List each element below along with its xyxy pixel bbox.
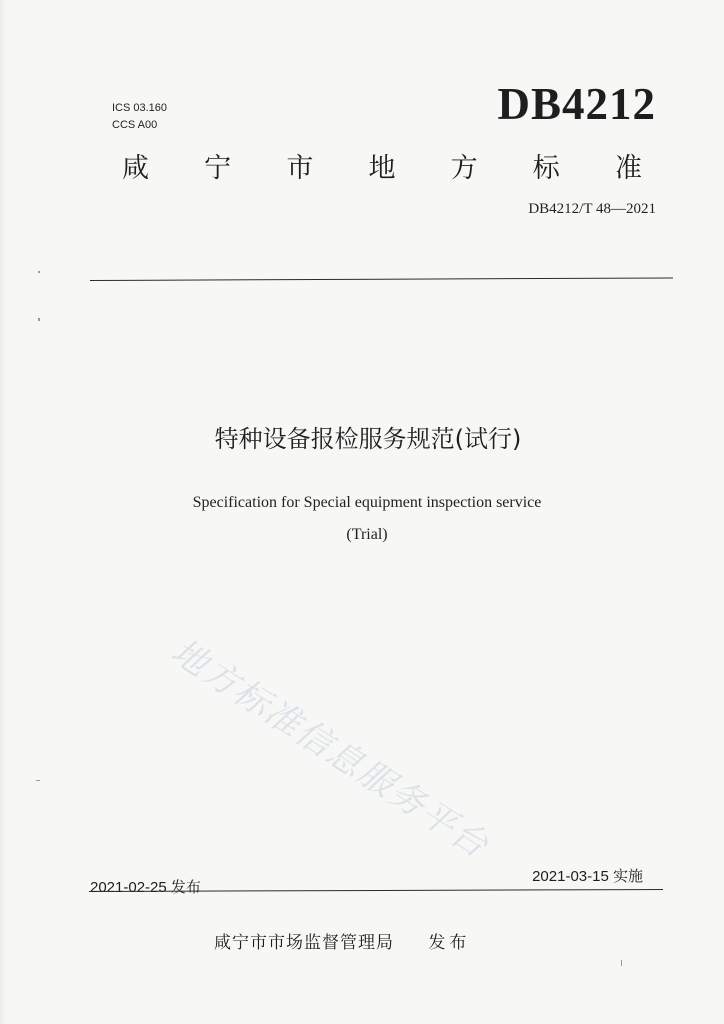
publisher-line [214,928,470,953]
standard-type-char: 咸 [122,153,149,184]
publisher-name: 咸宁市市场监督管理局 [214,933,394,953]
ics-code: ICS 03.160 [112,102,168,114]
standard-type-char: 准 [614,153,642,184]
standard-number: DB4212/T 48—2021 [528,201,656,217]
standard-type-heading [122,146,642,185]
document-title-note: (Trial) [346,526,388,543]
standard-type-char: 宁 [204,153,232,184]
standard-type-char: 地 [368,153,396,184]
scan-speck [38,271,40,273]
scan-speck [36,780,40,781]
document-title-english: Specification for Special equipment inspection service [192,494,542,511]
header-divider [90,277,673,281]
document-title-chinese: 特种设备报检服务规范(试行) [214,425,522,453]
standard-type-char: 标 [532,153,560,184]
standard-code: DB4212 [497,79,656,129]
scan-speck [38,318,40,321]
watermark: 地方标准信息服务平台 [163,631,496,867]
classification-codes [112,100,167,134]
standard-type-char: 市 [286,153,314,184]
ccs-code: CCS A00 [112,119,158,131]
implementation-date: 2021-03-15 实施 [532,868,643,885]
issue-date: 2021-02-25 发布 [90,879,201,896]
scan-edge-shadow [0,0,6,1024]
publisher-issue-label: 发布 [428,933,471,953]
standard-type-char: 方 [450,153,478,184]
scan-speck [621,960,622,966]
